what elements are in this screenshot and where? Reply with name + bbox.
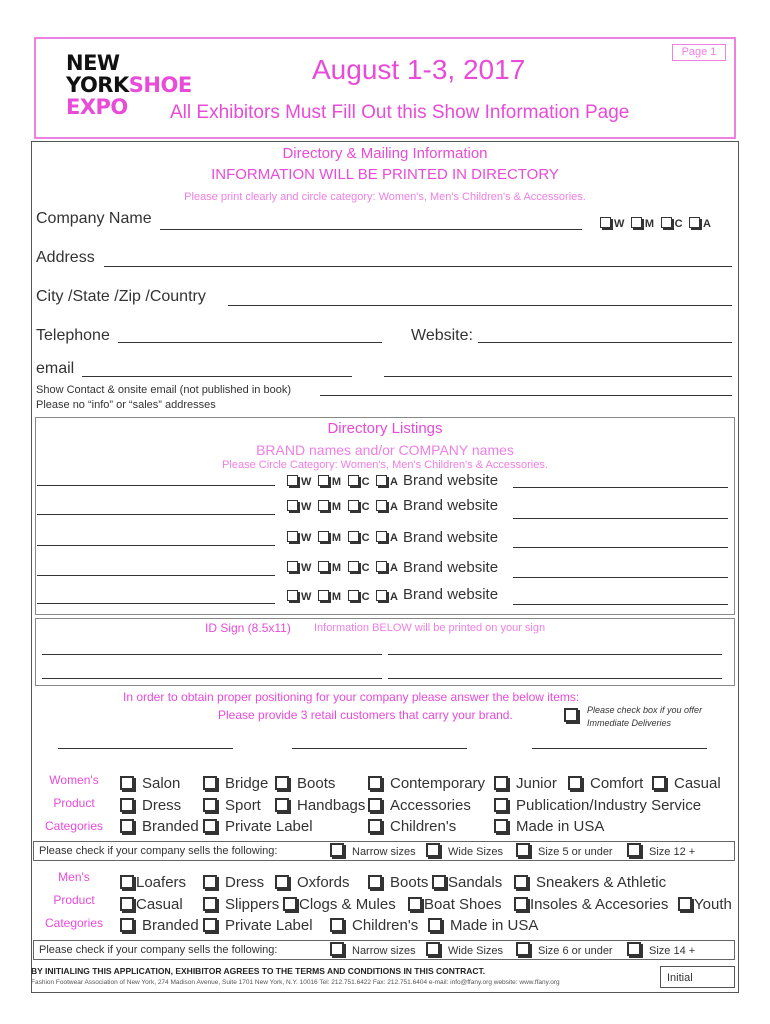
email-label: email bbox=[36, 360, 75, 377]
brand-website-label: Brand website bbox=[403, 529, 499, 546]
brand-website-field[interactable] bbox=[513, 518, 728, 519]
initial-field[interactable] bbox=[660, 966, 735, 988]
option-oxfords[interactable]: Oxfords bbox=[275, 874, 350, 891]
option-contemporary[interactable]: Contemporary bbox=[368, 775, 485, 792]
option-private-label[interactable]: Private Label bbox=[203, 917, 313, 934]
option-clogs-mules[interactable]: Clogs & Mules bbox=[283, 896, 396, 913]
option-loafers[interactable]: Loafers bbox=[120, 874, 186, 891]
option-wide-sizes[interactable]: Wide Sizes bbox=[426, 843, 503, 858]
immediate-note-1: Please check box if you offer bbox=[587, 705, 703, 715]
option-size-large[interactable]: Size 12 + bbox=[627, 843, 695, 858]
option-wide-sizes[interactable]: Wide Sizes bbox=[426, 942, 503, 957]
option-comfort[interactable]: Comfort bbox=[568, 775, 643, 792]
show-contact-label: Show Contact & onsite email (not published in book) bbox=[36, 384, 291, 396]
telephone-label: Telephone bbox=[36, 327, 110, 344]
brand-website-label: Brand website bbox=[403, 586, 499, 603]
option-childrens[interactable]: Children's bbox=[368, 818, 456, 835]
option-boots[interactable]: Boots bbox=[368, 874, 428, 891]
show-date: August 1-3, 2017 bbox=[312, 54, 526, 85]
email-field[interactable] bbox=[82, 376, 352, 377]
option-dress[interactable]: Dress bbox=[203, 874, 264, 891]
id-sign-field-1b[interactable] bbox=[388, 654, 722, 655]
address-field[interactable] bbox=[104, 266, 732, 267]
id-sign-note: Information BELOW will be printed on your sign bbox=[314, 622, 546, 634]
brand-name-field[interactable] bbox=[37, 575, 275, 576]
brand-website-field[interactable] bbox=[513, 604, 728, 605]
mens-sells-label: Please check if your company sells the following: bbox=[39, 944, 278, 956]
logo-line2b: SHOE bbox=[128, 73, 192, 97]
brand-website-field[interactable] bbox=[513, 487, 728, 488]
checkbox-c[interactable] bbox=[661, 217, 672, 228]
listings-instruction: Please Circle Category: Women's, Men's Children's & Accessories. bbox=[222, 459, 548, 471]
city-field[interactable] bbox=[228, 305, 732, 306]
option-branded[interactable]: Branded bbox=[120, 917, 199, 934]
company-name-field[interactable] bbox=[160, 229, 582, 230]
brand-website-label: Brand website bbox=[403, 559, 499, 576]
brand-name-field[interactable] bbox=[37, 514, 275, 515]
immediate-note-2: Immediate Deliveries bbox=[587, 718, 672, 728]
directory-title: Directory & Mailing Information bbox=[282, 145, 488, 162]
brand-website-field[interactable] bbox=[513, 577, 728, 578]
brand-website-field[interactable] bbox=[513, 547, 728, 548]
id-sign-title: ID Sign (8.5x11) bbox=[205, 621, 291, 635]
option-sneakers[interactable]: Sneakers & Athletic bbox=[514, 874, 666, 891]
id-sign-field-2b[interactable] bbox=[388, 678, 722, 679]
company-category-options: W M C A bbox=[600, 217, 717, 230]
retail-customer-3[interactable] bbox=[532, 748, 707, 749]
option-childrens[interactable]: Children's bbox=[330, 917, 418, 934]
positioning-line2: Please provide 3 retail customers that carry your brand. bbox=[218, 708, 513, 722]
checkbox-w[interactable] bbox=[600, 217, 611, 228]
id-sign-field-2a[interactable] bbox=[42, 678, 382, 679]
checkbox-m[interactable] bbox=[631, 217, 642, 228]
listing-category-options: W M C A bbox=[287, 531, 404, 544]
option-narrow-sizes[interactable]: Narrow sizes bbox=[330, 942, 416, 957]
option-publication[interactable]: Publication/Industry Service bbox=[494, 797, 701, 814]
option-bridge[interactable]: Bridge bbox=[203, 775, 268, 792]
directory-instruction: Please print clearly and circle category: Women's, Men's Children's & Accessories. bbox=[184, 191, 586, 203]
immediate-delivery-checkbox[interactable] bbox=[564, 708, 578, 722]
retail-customer-1[interactable] bbox=[58, 748, 233, 749]
option-boat-shoes[interactable]: Boat Shoes bbox=[408, 896, 502, 913]
option-casual[interactable]: Casual bbox=[652, 775, 721, 792]
logo-line3: EXPO bbox=[66, 95, 128, 119]
website-label: Website: bbox=[411, 327, 473, 344]
brand-name-field[interactable] bbox=[37, 603, 275, 604]
logo-line2a: YORK bbox=[66, 73, 129, 97]
option-sport[interactable]: Sport bbox=[203, 797, 261, 814]
listing-category-options: W M C A bbox=[287, 500, 404, 513]
brand-name-field[interactable] bbox=[37, 545, 275, 546]
option-slippers[interactable]: Slippers bbox=[203, 896, 279, 913]
checkbox-a[interactable] bbox=[689, 217, 700, 228]
email-field-2[interactable] bbox=[384, 376, 732, 377]
city-label: City /State /Zip /Country bbox=[36, 288, 206, 305]
option-salon[interactable]: Salon bbox=[120, 775, 180, 792]
initial-label: Initial bbox=[667, 972, 693, 984]
id-sign-field-1a[interactable] bbox=[42, 654, 382, 655]
header-subtitle: All Exhibitors Must Fill Out this Show Information Page bbox=[170, 102, 630, 123]
directory-subtitle: INFORMATION WILL BE PRINTED IN DIRECTORY bbox=[211, 166, 559, 183]
address-label: Address bbox=[36, 249, 95, 266]
show-contact-field[interactable] bbox=[320, 395, 732, 396]
footer-address: Fashion Footwear Association of New York, 274 Madison Avenue, Suite 1701 New York, N.Y. 10016 Tel: 212.751.6422 Fax: 212.751.6404 e-mail: info@ffany.org website: www.ffany.org bbox=[31, 979, 560, 986]
positioning-line1: In order to obtain proper positioning for your company please answer the below items: bbox=[123, 690, 580, 704]
option-branded[interactable]: Branded bbox=[120, 818, 199, 835]
option-youth[interactable]: Youth bbox=[678, 896, 732, 913]
listings-title: Directory Listings bbox=[327, 420, 443, 437]
option-size-large[interactable]: Size 14 + bbox=[627, 942, 695, 957]
womens-sells-label: Please check if your company sells the following: bbox=[39, 845, 278, 857]
listings-subtitle: BRAND names and/or COMPANY names bbox=[256, 442, 514, 458]
listing-category-options: W M C A bbox=[287, 475, 404, 488]
option-made-in-usa[interactable]: Made in USA bbox=[428, 917, 538, 934]
option-dress[interactable]: Dress bbox=[120, 797, 181, 814]
option-casual[interactable]: Casual bbox=[120, 896, 183, 913]
telephone-field[interactable] bbox=[118, 342, 382, 343]
mens-heading: Men's Product Categories bbox=[44, 870, 104, 930]
website-field[interactable] bbox=[478, 342, 732, 343]
logo-line1: NEW bbox=[66, 51, 120, 75]
listing-category-options: W M C A bbox=[287, 561, 404, 574]
womens-heading: Women's Product Categories bbox=[44, 773, 104, 833]
option-sandals[interactable]: Sandals bbox=[432, 874, 502, 891]
page-tag: Page 1 bbox=[672, 44, 726, 61]
option-insoles[interactable]: Insoles & Accesories bbox=[514, 896, 668, 913]
option-narrow-sizes[interactable]: Narrow sizes bbox=[330, 843, 416, 858]
agreement-text: BY INITIALING THIS APPLICATION, EXHIBITOR AGREES TO THE TERMS AND CONDITIONS IN THIS CONTRACT. bbox=[31, 966, 486, 976]
option-size-small[interactable]: Size 6 or under bbox=[516, 942, 613, 957]
option-boots[interactable]: Boots bbox=[275, 775, 335, 792]
option-size-small[interactable]: Size 5 or under bbox=[516, 843, 613, 858]
brand-website-label: Brand website bbox=[403, 497, 499, 514]
option-handbags[interactable]: Handbags bbox=[275, 797, 365, 814]
company-name-label: Company Name bbox=[36, 210, 152, 227]
option-junior[interactable]: Junior bbox=[494, 775, 557, 792]
option-accessories[interactable]: Accessories bbox=[368, 797, 471, 814]
option-made-in-usa[interactable]: Made in USA bbox=[494, 818, 604, 835]
retail-customer-2[interactable] bbox=[292, 748, 467, 749]
no-info-note: Please no “info” or “sales” addresses bbox=[36, 399, 216, 411]
brand-website-label: Brand website bbox=[403, 472, 499, 489]
option-private-label[interactable]: Private Label bbox=[203, 818, 313, 835]
brand-name-field[interactable] bbox=[37, 485, 275, 486]
listing-category-options: W M C A bbox=[287, 590, 404, 603]
